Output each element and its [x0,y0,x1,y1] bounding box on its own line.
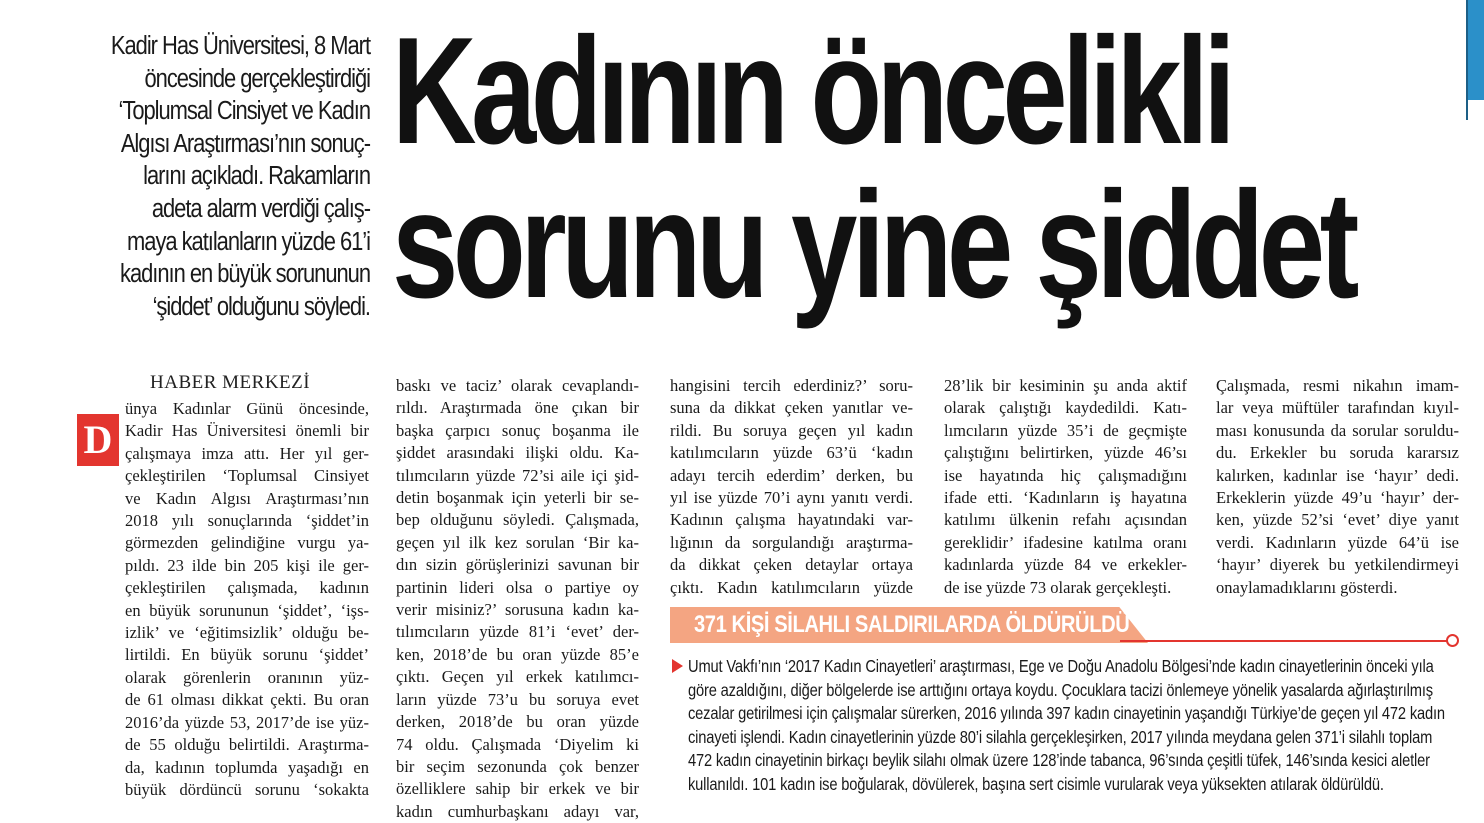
column-line: ve Kadın Algısı Araştırması’nın [125,488,369,508]
column-line: bep olduğunu söyledi. Çalışmada, [396,510,639,530]
column-line: kadınlarda yüzde 84 ve erkekler- [944,555,1187,575]
column-line: lımcıların yüzde 35’i de geçmişte [944,420,1187,440]
lead-line: adeta alarm verdiği çalış- [151,194,370,223]
article-column-5 [1216,375,1459,599]
column-line: geçen yıl ilk kez sorulan ‘Bir ka- [396,532,639,552]
column-line: verdi. Kadınların yüzde 64’ü ise [1216,532,1459,552]
column-line: başka çarpıcı sonuç boşanma ile [396,420,639,440]
column-line: baskı ve taciz’ olarak cevaplandı- [396,376,639,395]
column-line: hangisini tercih ederdiniz?’ soru- [670,376,913,395]
lead-line: kadının en büyük sorununun [120,260,370,289]
column-line: ken, yüzde 52’si ‘evet’ diye yanıt [1216,510,1459,530]
column-line: Kadir Has Üniversitesi önemli bir [125,421,369,441]
column-line: olarak görenlerin oranının yüz- [125,667,369,687]
column-line: suna da dikkat çeken yanıtlar ve- [670,398,913,418]
lead-paragraph [86,30,370,323]
column-line: 74 oldu. Çalışmada ‘Diyelim ki [396,734,639,754]
box-line: kullanıldı. 101 kadın ise boğularak, dövülerek, başına sert cisimle vurularak veya yüksekten atılarak öldürüldü. [688,773,1384,794]
column-line: tılımcıların yüzde 81’i ‘evet’ der- [396,622,639,642]
lead-line: öncesinde gerçekleştirdiği [144,64,370,93]
box-line: Umut Vakfı’nın ‘2017 Kadın Cinayetleri’ araştırması, Ege ve Doğu Anadolu Bölgesi’nde kadın cinayetlerinin önceki yıla [688,656,1434,676]
box-line: göre azaldığını, diğer bölgelerde ise arttığını ortaya koydu. Çocuklara tacizi önlemeye yönelik yasalarda ağırlaştırılmış [688,679,1433,700]
headline [392,6,1467,330]
headline-line-1: Kadının öncelikli [392,6,1231,176]
column-line: çıktı. Geçen yıl erkek katılımcı- [396,667,639,687]
column-line: Çalışmada, resmi nikahın imam- [1216,376,1459,395]
column-line: rıldı. Araştırmada öne çıkan bir [396,398,639,418]
column-line: lirtildi. En büyük sorunu ‘şiddet’ [125,645,369,665]
sidebar-box-body [688,655,1463,797]
column-line: gereklidir’ ifadesine katılma oranı [944,532,1187,552]
column-line: ünya Kadınlar Günü öncesinde, [125,399,369,418]
column-line: ken, 2018’de bu oran yüzde 85’e [396,644,639,664]
sidebar-box-rule [1120,640,1450,642]
lead-line: ‘şiddet’ olduğunu söyledi. [152,292,370,321]
article-column-3 [670,375,913,599]
column-line: detin boşanmak için yeterli bir se- [396,488,639,508]
column-line: 2018 yılı sonuçlarında ‘şiddet’in [125,511,369,531]
page-edge-tab [1468,0,1484,100]
lead-line: ‘Toplumsal Cinsiyet ve Kadın [118,97,371,126]
column-line: dın sizin görüşlerinizi savunan bir [396,555,639,575]
column-line: rildi. Bu soruya geçen yıl kadın [670,420,913,440]
column-line: görmezden gelindiğine vurgu ya- [125,533,369,553]
column-line: büyük dördüncü sorunu ‘sokakta [125,779,369,799]
lead-line: maya katılanların yüzde 61’i [127,227,370,256]
column-line: Kadının çalışma hayatındaki var- [670,510,913,530]
column-line: özelliklere sahip bir erkek ve bir [396,779,639,799]
rule-end-dot-icon [1446,634,1459,647]
column-line: çalıştığını belirtirken, yüzde 46’sı [944,443,1187,463]
box-line: cezalar getirilmesi için çalışmalar sürerken, 2016 yılında 397 kadın cinayetinin yaşandığı Türkiye’de geçen yıl 472 kadın [688,703,1445,724]
lead-line: larını açıkladı. Rakamların [143,162,370,191]
column-line: olarak çalıştığı kaydedildi. Katı- [944,398,1187,418]
column-line: da, kadının toplumda yaşadığı en [125,757,369,777]
column-line: izlik’ ve ‘eğitimsizlik’ olduğu be- [125,623,369,643]
column-line: bir seçim sezonunda çok benzer [396,756,639,776]
column-line: ması konusunda da sorular soruldu- [1216,420,1459,440]
column-line: çıktı. Kadın katılımcıların yüzde [670,577,913,597]
column-line: çekleştirilen çalışmada, kadının [125,578,369,598]
column-line: de ise yüzde 73 olarak gerçekleşti. [944,577,1172,597]
column-line: ise hayatında hiç çalışmadığını [944,465,1187,485]
column-line: ‘hayır’ diyerek bu yetkilendirmeyi [1216,555,1459,575]
column-line: partinin lideri olsa o partiye oy [396,577,639,597]
column-line: lar veya müftüler tarafından kıyıl- [1216,398,1459,418]
column-line: en büyük sorununun ‘şiddet’, ‘işs- [125,600,369,620]
dropcap: D [77,414,119,466]
column-line: de 61 olması dikkat çekti. Bu oran [125,690,369,710]
column-line: tılımcıların yüzde 72’si aile içi şid- [396,465,639,485]
column-line: 28’lik bir kesiminin şu anda aktif [944,376,1187,395]
column-line: da dikkat çeken detaylar ortaya [670,555,913,575]
column-line: du. Erkekler bu soruda kararsız [1216,443,1459,463]
column-line: de 55 olduğu belirtildi. Araştırma- [125,735,369,755]
column-line: pıldı. 23 ilde bin 205 kişi ile ger- [125,555,369,575]
column-line: katılımı ülkenin refahı açısından [944,510,1187,530]
triangle-bullet-icon [672,659,683,673]
column-line: 2016’da yüzde 53, 2017’de ise yüz- [125,712,369,732]
byline: HABER MERKEZİ [150,372,311,393]
article-column-4 [944,375,1187,599]
column-line: ların yüzde 73’u bu soruya evet [396,689,639,709]
column-line: ifade etti. ‘Kadınların iş hayatına [944,488,1187,508]
box-line: 472 kadın cinayetinin birkaçı beylik silahı olmak üzere 128’inde tabanca, 96’sında çeşitli tüfek, 146’sında kesici aletler [688,750,1430,771]
box-line: cinayeti işlendi. Kadın cinayetlerinin yüzde 80’i silahla gerçekleşirken, 2017 yılında meydana gelen 371’i silahlı toplam [688,726,1433,747]
column-line: derken, 2018’de bu oran yüzde [396,712,639,732]
column-line: onaylamadıklarını gösterdi. [1216,577,1398,597]
column-line: yıl ise yüzde 70’i aynı yanıtı verdi. [670,488,913,508]
article-column-2 [396,375,639,823]
column-line: çalışmaya imza attı. Her yıl ger- [125,443,369,463]
lead-line: Algısı Araştırması’nın sonuç- [120,129,370,158]
column-line: Erkeklerin yüzde 49’u ‘hayır’ der- [1216,488,1459,508]
column-line: katılımcıların yüzde 63’ü ‘kadın [670,443,913,463]
column-line: şiddet arasındaki ilişki oldu. Ka- [396,443,639,463]
column-line: çekleştirilen ‘Toplumsal Cinsiyet [125,466,369,486]
lead-line: Kadir Has Üniversitesi, 8 Mart [110,32,370,60]
column-line: verir misiniz?’ sorusuna kadın ka- [396,600,639,620]
headline-line-2: sorunu yine şiddet [392,160,1354,330]
column-line: kadın cumhurbaşkanı adayı var, [396,801,639,821]
article-column-1 [125,398,369,801]
column-line: lığının da sorgulandığı araştırma- [670,532,913,552]
column-line: adayı tercih ederdim’ derken, bu [670,465,913,485]
sidebar-box-title: 371 KİŞİ SİLAHLI SALDIRILARDA ÖLDÜRÜLDÜ [694,611,1130,638]
column-line: kalırken, kadınlar ise ‘hayır’ dedi. [1216,465,1459,485]
